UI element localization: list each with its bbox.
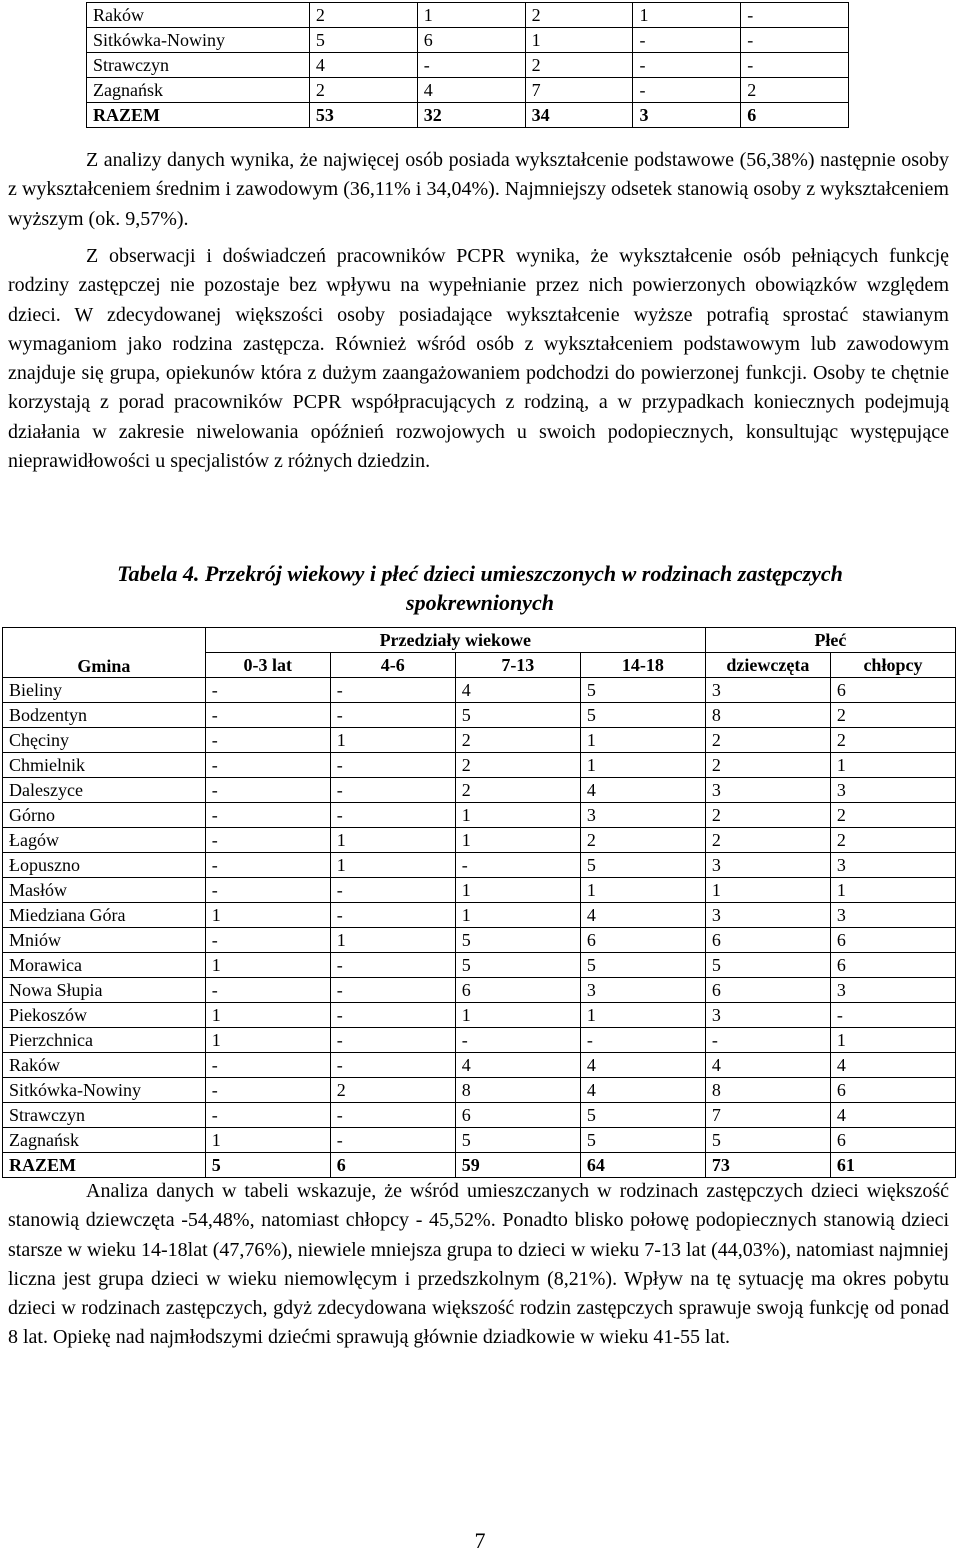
table-cell: 6 xyxy=(580,928,705,953)
table-cell: 2 xyxy=(525,53,633,78)
table-row xyxy=(87,53,849,78)
gmina-name: Sitkówka-Nowiny xyxy=(3,1078,206,1103)
table-cell: 6 xyxy=(830,928,955,953)
gmina-name: Piekoszów xyxy=(3,1003,206,1028)
table-cell: 5 xyxy=(580,703,705,728)
gmina-name: Daleszyce xyxy=(3,778,206,803)
table-cell: 1 xyxy=(455,903,580,928)
table-cell: 2 xyxy=(330,1078,455,1103)
table-cell: 4 xyxy=(580,903,705,928)
table-cell: - xyxy=(205,753,330,778)
table-cell: - xyxy=(705,1028,830,1053)
table-cell: 6 xyxy=(705,928,830,953)
table-cell: 7 xyxy=(525,78,633,103)
table-row xyxy=(87,3,849,28)
table-cell: 3 xyxy=(705,678,830,703)
gmina-name: Miedziana Góra xyxy=(3,903,206,928)
analysis-paragraph: Analiza danych w tabeli wskazuje, że wśród umieszczanych w rodzinach zastępczych dzieci większość stanowią dziewczęta -54,48%, natomiast chłopcy - 45,52%. Ponadto blisko połowę podopiecznych stanowią dzieci starsze w wieku 14-18lat (47,76%), niewiele mniejsza grupa to dzieci w wieku 7-13 lat (44,03%), natomiast najmniej liczna jest grupa dzieci w wieku niemowlęcym i przedszkolnym (8,21%). Wpływ na tę sytuację ma okres pobytu dzieci w rodzinach zastępczych, gdyż zdecydowana większość rodzin zastępczych sprawuje swoją funkcję od ponad 8 lat. Opiekę nad najmłodszymi dziećmi sprawują głównie dziadkowie w wieku 41-55 lat. xyxy=(8,1180,949,1349)
column-header-gmina: Gmina xyxy=(3,628,206,678)
gmina-name: Strawczyn xyxy=(87,53,310,78)
column-header: 14-18 xyxy=(580,653,705,678)
table-cell: 3 xyxy=(705,903,830,928)
table-row xyxy=(3,753,956,778)
page-number: 7 xyxy=(474,1528,486,1553)
table-cell: 1 xyxy=(205,953,330,978)
table-cell: 2 xyxy=(705,803,830,828)
table-cell: - xyxy=(741,28,849,53)
table-cell: 64 xyxy=(580,1153,705,1178)
gmina-name: Strawczyn xyxy=(3,1103,206,1128)
table-cell: 5 xyxy=(705,1128,830,1153)
gmina-name: Bodzentyn xyxy=(3,703,206,728)
table-row xyxy=(3,953,956,978)
table-cell: - xyxy=(330,1128,455,1153)
education-table-continuation xyxy=(86,2,849,128)
table-cell: 1 xyxy=(205,903,330,928)
table-cell: 6 xyxy=(830,1078,955,1103)
table-cell: 61 xyxy=(830,1153,955,1178)
table-cell: - xyxy=(455,1028,580,1053)
table-row xyxy=(3,828,956,853)
group-header-sex: Płeć xyxy=(705,628,955,653)
table-cell: 4 xyxy=(580,778,705,803)
caption-line: spokrewnionych xyxy=(406,590,554,615)
table-cell: - xyxy=(633,28,741,53)
table-row xyxy=(3,1128,956,1153)
table-cell: 2 xyxy=(455,778,580,803)
gmina-name: Sitkówka-Nowiny xyxy=(87,28,310,53)
gmina-name: Pierzchnica xyxy=(3,1028,206,1053)
table-cell: 5 xyxy=(309,28,417,53)
table-cell: - xyxy=(330,953,455,978)
table-cell: 5 xyxy=(580,1128,705,1153)
column-header: dziewczęta xyxy=(705,653,830,678)
observations-paragraph: Z obserwacji i doświadczeń pracowników PCPR wynika, że wykształcenie osób pełniących funkcję rodziny zastępczej nie pozostaje bez wpływu na wypełnianie przez nich powierzonych obowiązków względem dzieci. W zdecydowanej większości osoby posiadające wykształcenie wyższe potrafią sprostać stawianym wymaganiom jako rodzina zastępcza. Również wśród osób z wykształceniem podstawowym lub zawodowym znajduje się grupa, opiekunów która z dużym zaangażowaniem podchodzi do powierzonej funkcji. Osoby te chętnie korzystają z porad pracowników PCPR współpracujących z rodziną, a w przypadkach koniecznych podejmują działania w zakresie niwelowania opóźnień rozwojowych u swoich podopiecznych, konsultując występujące nieprawidłowości u specjalistów z różnych dziedzin. xyxy=(8,245,949,473)
table-cell: 3 xyxy=(580,803,705,828)
table-cell: 1 xyxy=(633,3,741,28)
table-cell: 5 xyxy=(455,703,580,728)
table-group-header-row xyxy=(3,628,956,653)
table-cell: 3 xyxy=(830,778,955,803)
table-row xyxy=(3,878,956,903)
table-cell: 73 xyxy=(705,1153,830,1178)
table-cell: 2 xyxy=(830,828,955,853)
table-cell: - xyxy=(205,1103,330,1128)
table-cell: 1 xyxy=(455,828,580,853)
table-cell: 6 xyxy=(455,1103,580,1128)
table-cell: 5 xyxy=(455,928,580,953)
table-cell: 53 xyxy=(309,103,417,128)
gmina-name: Raków xyxy=(3,1053,206,1078)
table-cell: - xyxy=(205,703,330,728)
table-cell: 1 xyxy=(830,1028,955,1053)
table-cell: 2 xyxy=(580,828,705,853)
table-cell: - xyxy=(830,1003,955,1028)
total-label: RAZEM xyxy=(3,1153,206,1178)
table-cell: 1 xyxy=(580,878,705,903)
table-cell: 2 xyxy=(705,728,830,753)
table-row xyxy=(3,1028,956,1053)
table-cell: 1 xyxy=(455,803,580,828)
table-cell: 4 xyxy=(309,53,417,78)
table-cell: 2 xyxy=(830,803,955,828)
gmina-name: Raków xyxy=(87,3,310,28)
table-cell: 1 xyxy=(455,878,580,903)
table-cell: - xyxy=(330,803,455,828)
table-row xyxy=(3,678,956,703)
table-cell: - xyxy=(205,1078,330,1103)
table-row xyxy=(3,853,956,878)
table-cell: 4 xyxy=(830,1103,955,1128)
table-cell: - xyxy=(580,1028,705,1053)
table-cell: - xyxy=(205,803,330,828)
table-cell: 2 xyxy=(705,828,830,853)
table-cell: 6 xyxy=(417,28,525,53)
column-header: chłopcy xyxy=(830,653,955,678)
gmina-name: Masłów xyxy=(3,878,206,903)
table-cell: 2 xyxy=(830,728,955,753)
table-cell: 1 xyxy=(830,753,955,778)
table-cell: - xyxy=(205,878,330,903)
table-row xyxy=(3,1003,956,1028)
table-cell: 5 xyxy=(580,1103,705,1128)
table-cell: 1 xyxy=(330,728,455,753)
total-label: RAZEM xyxy=(87,103,310,128)
column-header: 7-13 xyxy=(455,653,580,678)
table-cell: 2 xyxy=(525,3,633,28)
table-cell: 4 xyxy=(580,1078,705,1103)
table-cell: 6 xyxy=(741,103,849,128)
table-cell: 1 xyxy=(417,3,525,28)
table-cell: - xyxy=(330,753,455,778)
table-row xyxy=(87,78,849,103)
table-cell: - xyxy=(330,1103,455,1128)
table-cell: 3 xyxy=(633,103,741,128)
gmina-name: Bieliny xyxy=(3,678,206,703)
table-row xyxy=(87,28,849,53)
gmina-name: Górno xyxy=(3,803,206,828)
table-row xyxy=(3,803,956,828)
table-row xyxy=(3,778,956,803)
table-cell: - xyxy=(330,778,455,803)
table-cell: 5 xyxy=(580,678,705,703)
table-row xyxy=(3,703,956,728)
table-cell: 5 xyxy=(455,1128,580,1153)
table-cell: 34 xyxy=(525,103,633,128)
table-cell: - xyxy=(205,778,330,803)
table-cell: 3 xyxy=(705,853,830,878)
gmina-name: Chęciny xyxy=(3,728,206,753)
gmina-name: Łagów xyxy=(3,828,206,853)
table-cell: 6 xyxy=(455,978,580,1003)
education-summary-paragraph: Z analizy danych wynika, że najwięcej osób posiada wykształcenie podstawowe (56,38%) następnie osoby z wykształceniem średnim i zawodowym (36,11% i 34,04%). Najmniejszy odsetek stanowią osoby z wykształceniem wyższym (ok. 9,57%). xyxy=(8,149,949,230)
table-row xyxy=(3,1103,956,1128)
table-cell: - xyxy=(205,978,330,1003)
table-cell: - xyxy=(330,903,455,928)
table-cell: 2 xyxy=(741,78,849,103)
table-cell: - xyxy=(205,728,330,753)
table-cell: 2 xyxy=(309,3,417,28)
gmina-name: Zagnańsk xyxy=(87,78,310,103)
table-cell: 32 xyxy=(417,103,525,128)
table-cell: 1 xyxy=(205,1003,330,1028)
table-cell: 1 xyxy=(580,1003,705,1028)
table-cell: 3 xyxy=(705,778,830,803)
table-cell: - xyxy=(205,1053,330,1078)
table-cell: - xyxy=(205,928,330,953)
gmina-name: Łopuszno xyxy=(3,853,206,878)
table-caption xyxy=(0,559,960,617)
table-cell: 4 xyxy=(455,1053,580,1078)
table-row xyxy=(3,728,956,753)
table-cell: 4 xyxy=(455,678,580,703)
table-cell: - xyxy=(205,828,330,853)
table-cell: 6 xyxy=(830,1128,955,1153)
table-cell: 3 xyxy=(830,978,955,1003)
table-cell: 1 xyxy=(580,728,705,753)
table-row xyxy=(3,1053,956,1078)
table-cell: 5 xyxy=(205,1153,330,1178)
table-cell: 1 xyxy=(330,853,455,878)
table-cell: 2 xyxy=(830,703,955,728)
table-cell: 6 xyxy=(705,978,830,1003)
table-cell: 4 xyxy=(417,78,525,103)
table-cell: 1 xyxy=(455,1003,580,1028)
gmina-name: Nowa Słupia xyxy=(3,978,206,1003)
table-cell: - xyxy=(330,878,455,903)
table-cell: 8 xyxy=(705,703,830,728)
table-cell: 8 xyxy=(455,1078,580,1103)
table-cell: - xyxy=(330,678,455,703)
table-cell: 1 xyxy=(525,28,633,53)
table-cell: 4 xyxy=(705,1053,830,1078)
table-cell: 5 xyxy=(455,953,580,978)
table-cell: - xyxy=(330,1053,455,1078)
table-cell: 1 xyxy=(330,828,455,853)
table-cell: 1 xyxy=(580,753,705,778)
table-cell: 5 xyxy=(580,953,705,978)
table-cell: 3 xyxy=(580,978,705,1003)
table-cell: 2 xyxy=(455,728,580,753)
table-cell: 1 xyxy=(330,928,455,953)
table-cell: 4 xyxy=(580,1053,705,1078)
table-row xyxy=(3,903,956,928)
gmina-name: Zagnańsk xyxy=(3,1128,206,1153)
table-cell: 5 xyxy=(580,853,705,878)
table-cell: - xyxy=(417,53,525,78)
age-gender-table xyxy=(2,627,956,1178)
table-cell: - xyxy=(330,703,455,728)
total-row xyxy=(3,1153,956,1178)
table-cell: 7 xyxy=(705,1103,830,1128)
gmina-name: Morawica xyxy=(3,953,206,978)
table-cell: 1 xyxy=(705,878,830,903)
table-cell: 6 xyxy=(830,678,955,703)
table-cell: - xyxy=(455,853,580,878)
table-cell: - xyxy=(741,53,849,78)
table-cell: - xyxy=(330,1003,455,1028)
gmina-name: Chmielnik xyxy=(3,753,206,778)
table-row xyxy=(3,978,956,1003)
table-row xyxy=(3,1078,956,1103)
table-cell: 8 xyxy=(705,1078,830,1103)
table-cell: 2 xyxy=(705,753,830,778)
gmina-name: Mniów xyxy=(3,928,206,953)
table-cell: 2 xyxy=(455,753,580,778)
table-cell: 6 xyxy=(830,953,955,978)
table-cell: - xyxy=(633,53,741,78)
table-cell: 1 xyxy=(830,878,955,903)
table-cell: - xyxy=(205,678,330,703)
table-cell: 3 xyxy=(705,1003,830,1028)
table-cell: 2 xyxy=(309,78,417,103)
column-header: 4-6 xyxy=(330,653,455,678)
table-cell: 1 xyxy=(205,1128,330,1153)
column-header: 0-3 lat xyxy=(205,653,330,678)
table-row xyxy=(3,928,956,953)
group-header-age: Przedziały wiekowe xyxy=(205,628,705,653)
total-row xyxy=(87,103,849,128)
table-cell: 6 xyxy=(330,1153,455,1178)
table-cell: 3 xyxy=(830,903,955,928)
table-cell: - xyxy=(330,978,455,1003)
caption-line: Tabela 4. Przekrój wiekowy i płeć dzieci umieszczonych w rodzinach zastępczych xyxy=(117,561,843,586)
table-cell: - xyxy=(330,1028,455,1053)
table-cell: 3 xyxy=(830,853,955,878)
table-cell: 59 xyxy=(455,1153,580,1178)
table-cell: - xyxy=(205,853,330,878)
table-cell: 5 xyxy=(705,953,830,978)
table-cell: - xyxy=(741,3,849,28)
table-cell: 1 xyxy=(205,1028,330,1053)
table-cell: 4 xyxy=(830,1053,955,1078)
table-cell: - xyxy=(633,78,741,103)
